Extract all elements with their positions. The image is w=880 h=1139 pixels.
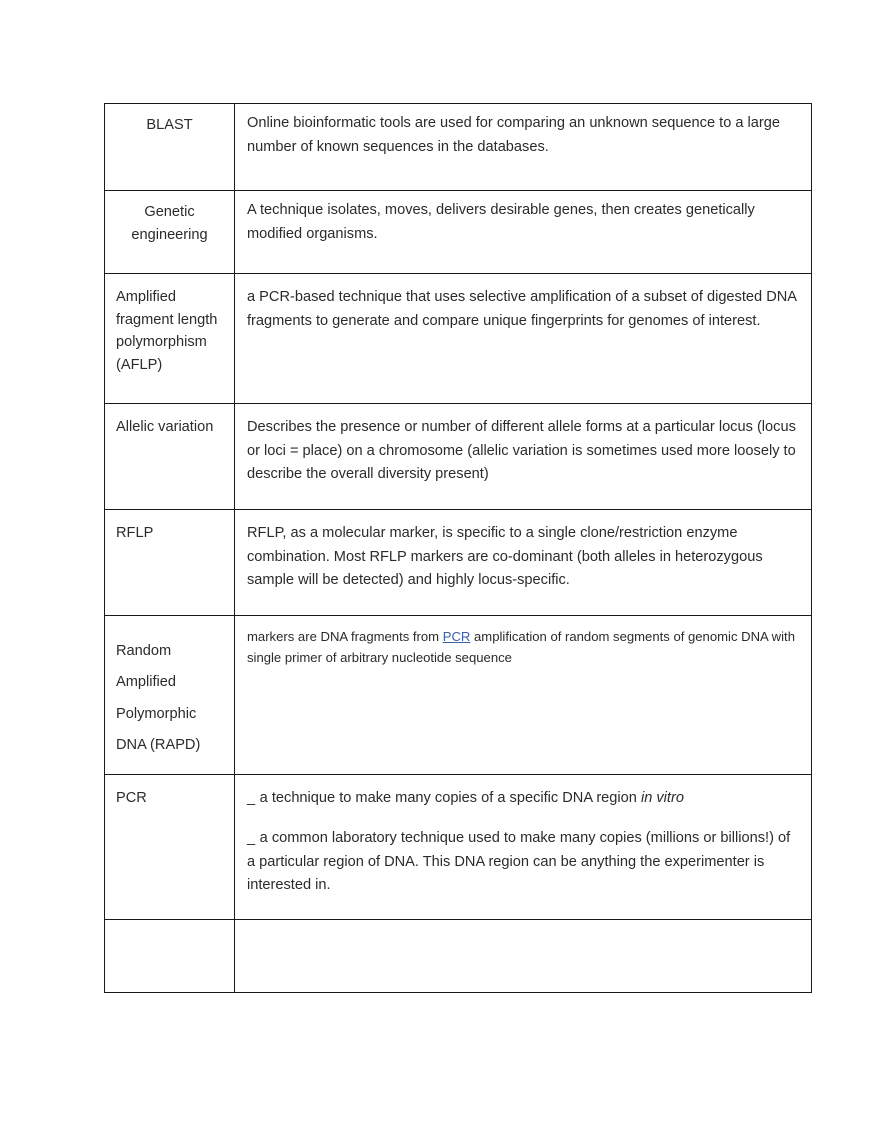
definition-text: Online bioinformatic tools are used for comparing an unknown sequence to a large number of known sequences in the databases.	[247, 115, 780, 155]
definition-cell-genetic-engineering	[235, 191, 812, 274]
pcr-link[interactable]: PCR	[442, 629, 471, 644]
definition-text-before-link: markers are DNA fragments from	[247, 629, 443, 644]
term-cell-allelic-variation: Allelic variation	[105, 404, 235, 510]
term-cell-rflp: RFLP	[105, 510, 235, 616]
term-cell-empty	[105, 919, 235, 992]
definition-bullet-1	[247, 787, 797, 811]
definition-text-italic: in vitro	[640, 789, 684, 806]
definition-text	[247, 627, 797, 668]
bullet-marker: _	[247, 789, 256, 806]
definition-text: a technique to make many copies of a specific DNA region	[255, 789, 641, 806]
definition-cell-rapd	[235, 616, 812, 775]
definition-text: A technique isolates, moves, delivers desirable genes, then creates genetically modified organisms.	[247, 202, 755, 242]
table-row	[105, 774, 812, 919]
table-row	[105, 274, 812, 404]
definition-bullet-2	[247, 827, 797, 898]
table-row	[105, 919, 812, 992]
definition-cell-aflp	[235, 274, 812, 404]
term-cell-blast: BLAST	[105, 104, 235, 191]
term-cell-rapd: Random Amplified Polymorphic DNA (RAPD)	[105, 616, 235, 775]
term-cell-genetic-engineering: Genetic engineering	[105, 191, 235, 274]
definition-text: Describes the presence or number of different allele forms at a particular locus (locus or loci = place) on a chromosome (allelic variation is sometimes used more loosely to describe the overall diversity present)	[247, 419, 796, 483]
glossary-table	[104, 103, 812, 993]
definition-text: RFLP, as a molecular marker, is specific to a single clone/restriction enzyme combination. Most RFLP markers are co-dominant (both alleles in heterozygous sample will be detected) and highly locus-specific.	[247, 525, 763, 589]
table-row	[105, 616, 812, 775]
table-row	[105, 191, 812, 274]
definition-cell-empty	[235, 919, 812, 992]
definition-text-after-link: amplification of random segments of genomic DNA with single primer of arbitrary nucleotide sequence	[247, 629, 795, 665]
definition-text: a common laboratory technique used to make many copies (millions or billions!) of a particular region of DNA. This DNA region can be anything the experimenter is interested in.	[247, 830, 791, 894]
definition-cell-allelic-variation	[235, 404, 812, 510]
term-cell-pcr: PCR	[105, 774, 235, 919]
bullet-marker: _	[247, 830, 256, 847]
definition-cell-pcr	[235, 774, 812, 919]
definition-text: a PCR-based technique that uses selective amplification of a subset of digested DNA fragments to generate and compare unique fingerprints for genomes of interest.	[247, 289, 797, 329]
table-row	[105, 404, 812, 510]
table-row	[105, 104, 812, 191]
definition-cell-rflp	[235, 510, 812, 616]
table-row	[105, 510, 812, 616]
definition-cell-blast	[235, 104, 812, 191]
term-cell-aflp: Amplified fragment length polymorphism (AFLP)	[105, 274, 235, 404]
